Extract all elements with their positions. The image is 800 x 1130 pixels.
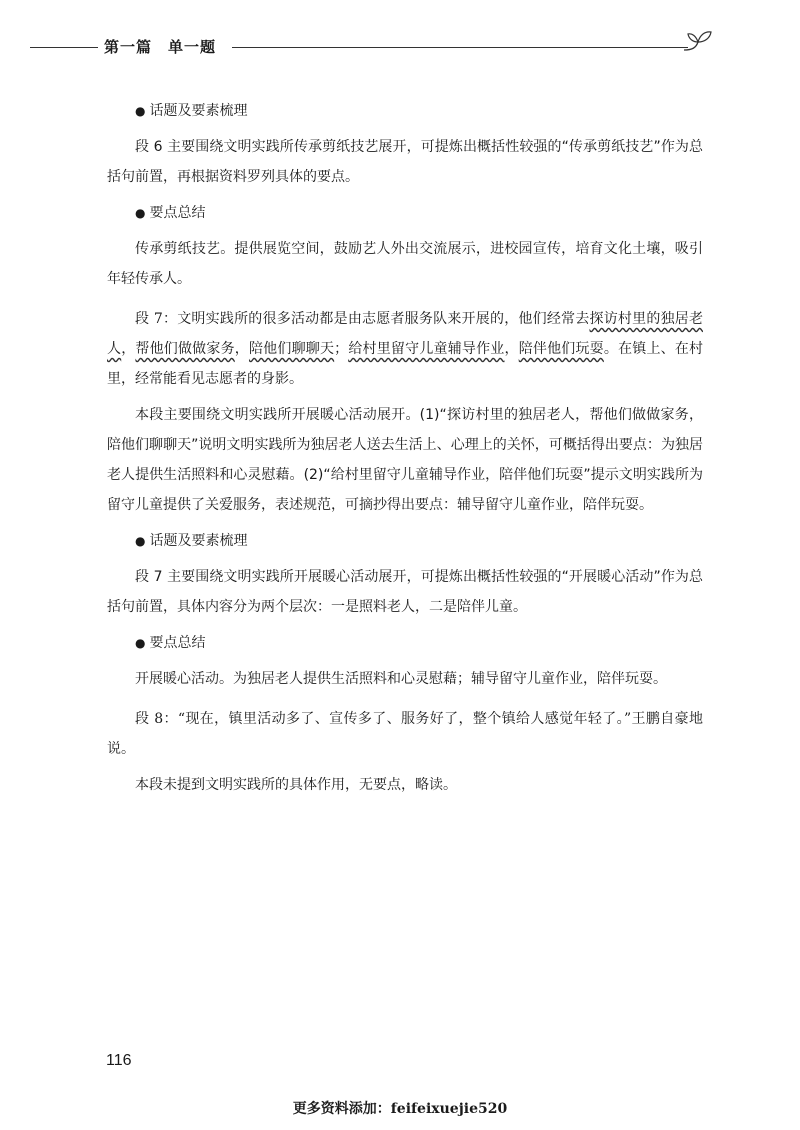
wavy-underlined-phrase: 陪伴他们玩耍 <box>518 341 604 357</box>
wavy-underlined-phrase: 陪他们聊聊天 <box>248 341 335 357</box>
bullet-heading: ● 要点总结 <box>135 205 206 221</box>
footer-note: 更多资料添加：feifeixuejie520 <box>292 1101 508 1117</box>
sprout-icon <box>680 26 716 56</box>
main-content <box>107 96 703 806</box>
bullet-heading: ● 话题及要素梳理 <box>135 533 248 549</box>
wavy-underlined-phrase: 探访村里的独居老人 <box>107 311 703 357</box>
header-rule-left <box>30 47 98 48</box>
header-title <box>104 36 216 57</box>
bullet-dot-icon: ● <box>135 534 146 548</box>
bullet-dot-icon: ● <box>135 206 146 220</box>
analysis-paragraph: 本段主要围绕文明实践所开展暖心活动展开。(1)“探访村里的独居老人，帮他们做做家务，陪他们聊聊天”说明文明实践所为独居老人送去生活上、心理上的关怀，可概括得出要点：为独居老人提供生活照料和心灵慰藉。(2)“给村里留守儿童辅导作业，陪伴他们玩耍”提示文明实践所为留守儿童提供了关爱服务，表述规范，可摘抄得出要点：辅导留守儿童作业，陪伴玩耍。 <box>107 407 703 513</box>
header-rule-right <box>232 47 688 48</box>
source-paragraph-8: 段 8：“现在，镇里活动多了、宣传多了、服务好了，整个镇给人感觉年轻了。”王鹏自豪地说。 <box>107 711 703 757</box>
wavy-underlined-phrase: 给村里留守儿童辅导作业 <box>348 341 505 357</box>
analysis-paragraph: 段 7 主要围绕文明实践所开展暖心活动展开，可提炼出概括性较强的“开展暖心活动”作为总括句前置，具体内容分为两个层次：一是照料老人，二是陪伴儿童。 <box>107 569 703 615</box>
analysis-paragraph: 段 6 主要围绕文明实践所传承剪纸技艺展开，可提炼出概括性较强的“传承剪纸技艺”作为总括句前置，再根据资料罗列具体的要点。 <box>107 139 703 185</box>
summary-paragraph: 开展暖心活动。为独居老人提供生活照料和心灵慰藉；辅导留守儿童作业，陪伴玩耍。 <box>135 671 667 687</box>
wavy-underlined-phrase: 帮他们做做家务 <box>135 341 235 357</box>
analysis-paragraph: 本段未提到文明实践所的具体作用，无要点，略读。 <box>135 777 457 793</box>
header-part: 第一篇 <box>104 38 153 56</box>
summary-paragraph: 传承剪纸技艺。提供展览空间，鼓励艺人外出交流展示，进校园宣传，培育文化土壤，吸引年轻传承人。 <box>107 241 703 287</box>
source-paragraph-7: 段 7：文明实践所的很多活动都是由志愿者服务队来开展的，他们经常去探访村里的独居老人，帮他们做做家务，陪他们聊聊天；给村里留守儿童辅导作业，陪伴他们玩耍。在镇上、在村里，经常能看见志愿者的身影。 <box>107 311 704 387</box>
bullet-dot-icon: ● <box>135 104 146 118</box>
header-topic: 单一题 <box>168 38 217 56</box>
bullet-heading: ● 话题及要素梳理 <box>135 103 248 119</box>
bullet-dot-icon: ● <box>135 636 146 650</box>
page-header <box>0 28 800 68</box>
bullet-heading: ● 要点总结 <box>135 635 206 651</box>
page-number: 116 <box>106 1052 132 1069</box>
